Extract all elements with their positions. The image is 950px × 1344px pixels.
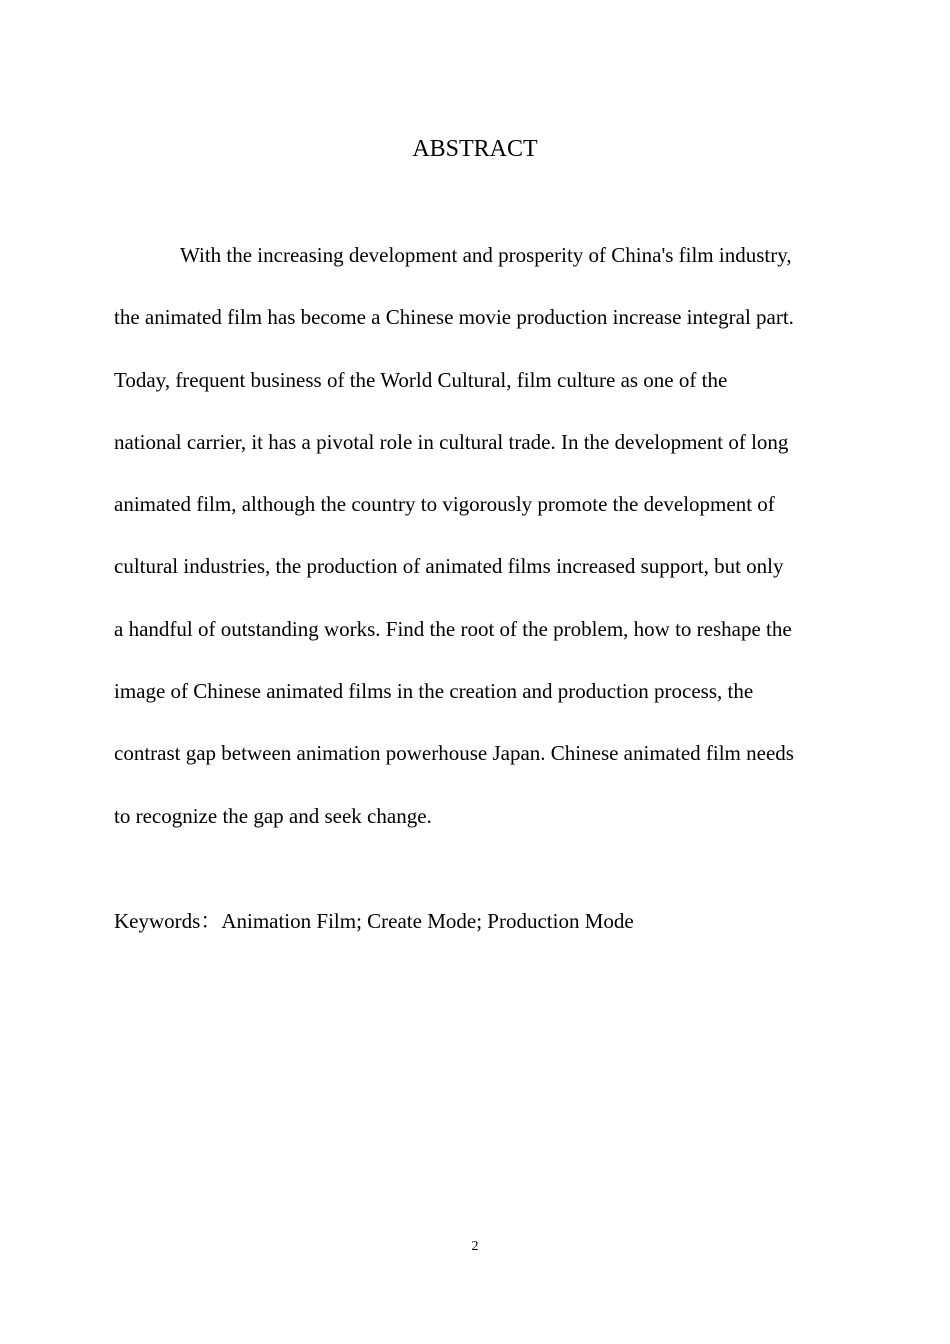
abstract-line: Today, frequent business of the World Cultural, film culture as one of the: [114, 368, 728, 392]
abstract-line: animated film, although the country to vigorously promote the development of: [114, 492, 775, 516]
abstract-line: cultural industries, the production of animated films increased support, but only: [114, 554, 784, 578]
abstract-line: contrast gap between animation powerhouse Japan. Chinese animated film needs: [114, 741, 794, 765]
page-number: 2: [471, 1239, 479, 1254]
abstract-title: ABSTRACT: [412, 136, 538, 162]
abstract-line: to recognize the gap and seek change.: [114, 804, 432, 828]
keywords-line: Keywords：Animation Film; Create Mode; Production Mode: [114, 909, 634, 933]
abstract-line: national carrier, it has a pivotal role in cultural trade. In the development of long: [114, 430, 789, 454]
abstract-line: a handful of outstanding works. Find the root of the problem, how to reshape the: [114, 617, 792, 641]
abstract-line: the animated film has become a Chinese movie production increase integral part.: [114, 305, 794, 329]
abstract-line: image of Chinese animated films in the creation and production process, the: [114, 679, 754, 703]
abstract-line: With the increasing development and prosperity of China's film industry,: [180, 243, 792, 267]
